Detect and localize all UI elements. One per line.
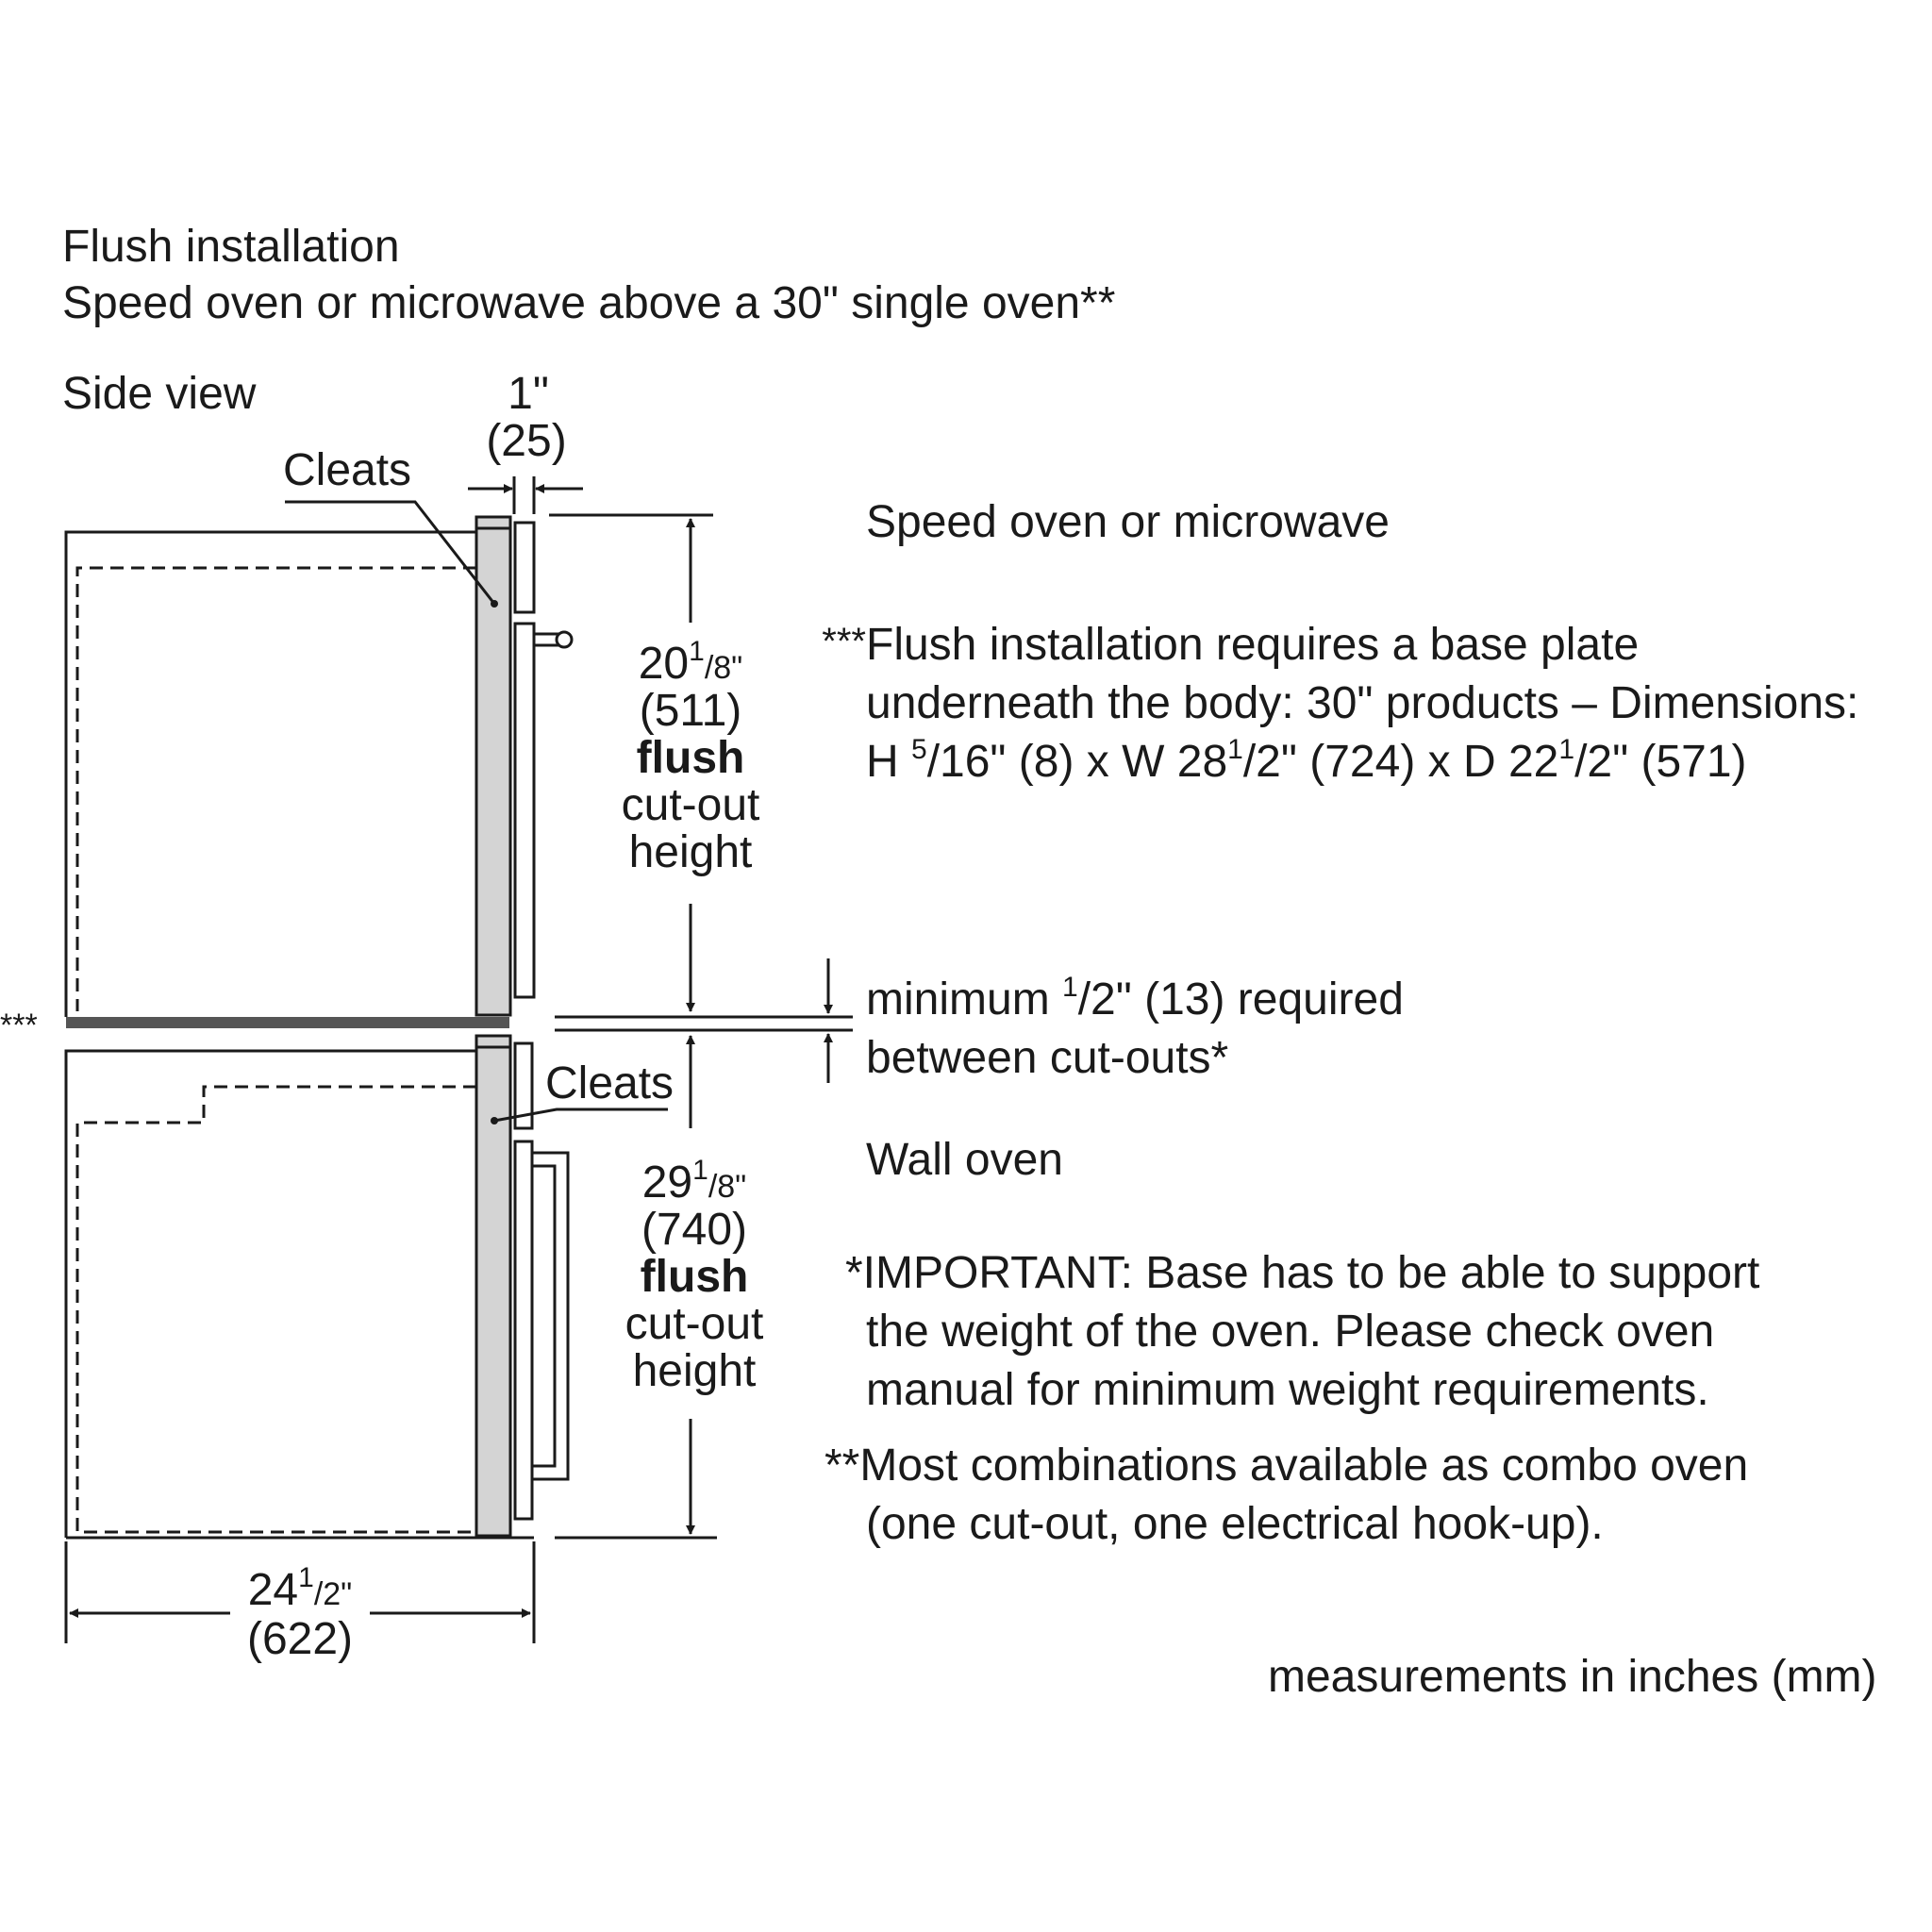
important-note-line2: the weight of the oven. Please check oven: [866, 1307, 1715, 1357]
base-plate: [66, 1017, 509, 1028]
diagram-subtitle: Speed oven or microwave above a 30" single oven**: [62, 278, 1116, 328]
diagram-title: Flush installation: [62, 222, 400, 272]
bp-h-num: 5: [911, 734, 927, 765]
lower-cabinet: [66, 1051, 534, 1538]
lower-flush-label: flush: [640, 1252, 749, 1302]
speed-oven-label: Speed oven or microwave: [866, 497, 1390, 547]
lower-height-num: 1: [692, 1155, 708, 1186]
view-label: Side view: [62, 369, 257, 419]
gap-mm: (25): [486, 416, 567, 466]
upper-height-inches: [577, 636, 804, 689]
cleats-lower-label: Cleats: [545, 1058, 675, 1108]
wall-oven-label: Wall oven: [866, 1135, 1063, 1185]
lower-cutout-label: cut-out: [625, 1299, 764, 1349]
cleats-upper-leader: [285, 502, 494, 604]
lower-height-word: height: [632, 1346, 757, 1396]
base-plate-note-line3: [866, 734, 1747, 787]
lower-height-den: /8": [708, 1169, 747, 1205]
upper-height-mm: (511): [639, 686, 742, 736]
base-plate-note-line2: underneath the body: 30" products – Dimensions:: [866, 678, 1859, 728]
bp-h-prefix: H: [866, 737, 911, 787]
upper-height-num: 1: [689, 636, 705, 667]
min-gap-prefix: minimum: [866, 974, 1063, 1024]
bp-w-num: 1: [1227, 734, 1243, 765]
upper-height-whole: 20: [638, 639, 690, 689]
upper-cabinet: [66, 532, 476, 1017]
min-gap-line2: between cut-outs*: [866, 1033, 1229, 1083]
wall-oven-handle: [532, 1153, 568, 1479]
base-plate-marker: ***: [0, 1008, 38, 1043]
upper-oven-knob: [534, 632, 572, 647]
upper-oven-panel: [476, 517, 510, 1015]
upper-height-den: /8": [704, 650, 743, 686]
cleats-upper-label: Cleats: [283, 445, 412, 495]
gap-inches: 1": [508, 369, 549, 419]
upper-height-label: [577, 636, 804, 877]
width-inches: [198, 1562, 402, 1615]
bp-d-rest: /2" (571): [1574, 737, 1747, 787]
measurements-note: measurements in inches (mm): [1268, 1652, 1877, 1702]
bp-h-rest: /16" (8) x W 28: [926, 737, 1228, 787]
upper-flush-label: flush: [636, 733, 745, 783]
upper-cutout-label: cut-out: [621, 780, 760, 830]
base-plate-note-marker: ***: [822, 621, 866, 662]
min-gap-num: 1: [1062, 972, 1078, 1003]
bp-w-rest: /2" (724) x D 22: [1242, 737, 1559, 787]
lower-height-mm: (740): [641, 1205, 748, 1255]
important-note-line1: *IMPORTANT: Base has to be able to support: [845, 1248, 1760, 1298]
combo-note-line2: (one cut-out, one electrical hook-up).: [866, 1499, 1604, 1549]
base-plate-note-line1: Flush installation requires a base plate: [866, 620, 1640, 670]
combo-note-line1: **Most combinations available as combo oven: [824, 1441, 1749, 1491]
width-num: 1: [298, 1562, 314, 1593]
upper-oven-door-top: [515, 523, 534, 612]
gap-dimension: [468, 476, 583, 514]
width-whole: 24: [247, 1565, 299, 1615]
lower-height-whole: 29: [641, 1158, 693, 1208]
lower-height-label: [581, 1155, 808, 1396]
upper-oven-door: [515, 624, 534, 997]
wall-oven-panel: [476, 1036, 510, 1536]
width-mm: (622): [246, 1614, 354, 1664]
bp-d-num: 1: [1558, 734, 1575, 765]
wall-oven-door: [515, 1141, 532, 1519]
min-gap-line1: [866, 972, 1404, 1024]
width-den: /2": [313, 1576, 353, 1612]
upper-height-word: height: [628, 827, 753, 877]
lower-height-inches: [581, 1155, 808, 1208]
important-note-line3: manual for minimum weight requirements.: [866, 1365, 1709, 1415]
min-gap-rest: /2" (13) required: [1077, 974, 1404, 1024]
